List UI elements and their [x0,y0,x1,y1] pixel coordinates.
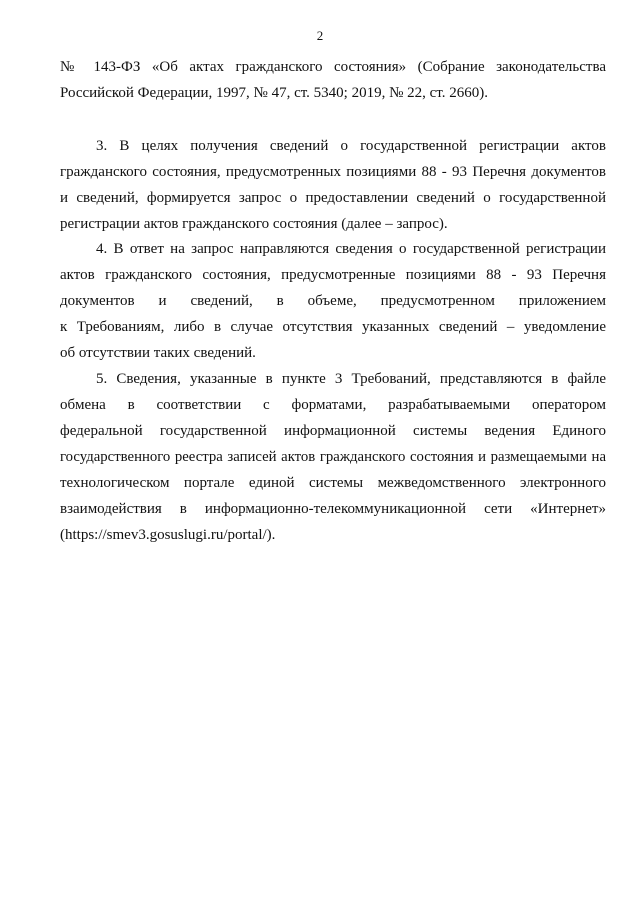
paragraph-4-line-2: обмена в соответствии с форматами, разрабатываемыми оператором [60,397,606,413]
paragraph-4-line-4: государственного реестра записей актов гражданского состояния и размещаемыми на [60,449,606,465]
paragraph-3-line-2: актов гражданского состояния, предусмотренные позициями 88 - 93 Перечня [60,267,606,283]
paragraph-4-line-3: федеральной государственной информационной системы ведения Единого [60,423,606,439]
paragraph-1-line-2: Российской Федерации, 1997, № 47, ст. 5340; 2019, № 22, ст. 2660). [60,85,488,101]
paragraph-4-line-1: 5. Сведения, указанные в пункте 3 Требований, представляются в файле [96,371,606,387]
paragraph-3-line-3: документов и сведений, в объеме, предусмотренном приложением [60,293,606,309]
paragraph-4-line-5: технологическом портале единой системы межведомственного электронного [60,475,606,491]
paragraph-2-line-3: и сведений, формируется запрос о предоставлении сведений о государственной [60,190,606,206]
paragraph-2-line-4: регистрации актов гражданского состояния (далее – запрос). [60,216,448,232]
paragraph-2-line-1: 3. В целях получения сведений о государственной регистрации актов [96,138,606,154]
paragraph-3-line-5: об отсутствии таких сведений. [60,345,256,361]
paragraph-3-line-1: 4. В ответ на запрос направляются сведения о государственной регистрации [96,241,606,257]
paragraph-2-line-2: гражданского состояния, предусмотренных позициями 88 - 93 Перечня документов [60,164,606,180]
page-number: 2 [316,28,324,43]
paragraph-4-line-7: (https://smev3.gosuslugi.ru/portal/). [60,527,276,543]
paragraph-1-line-1: № 143-ФЗ «Об актах гражданского состояния» (Собрание законодательства [60,59,606,75]
paragraph-3-line-4: к Требованиям, либо в случае отсутствия указанных сведений – уведомление [60,319,606,335]
paragraph-4-line-6: взаимодействия в информационно-телекоммуникационной сети «Интернет» [60,501,606,517]
